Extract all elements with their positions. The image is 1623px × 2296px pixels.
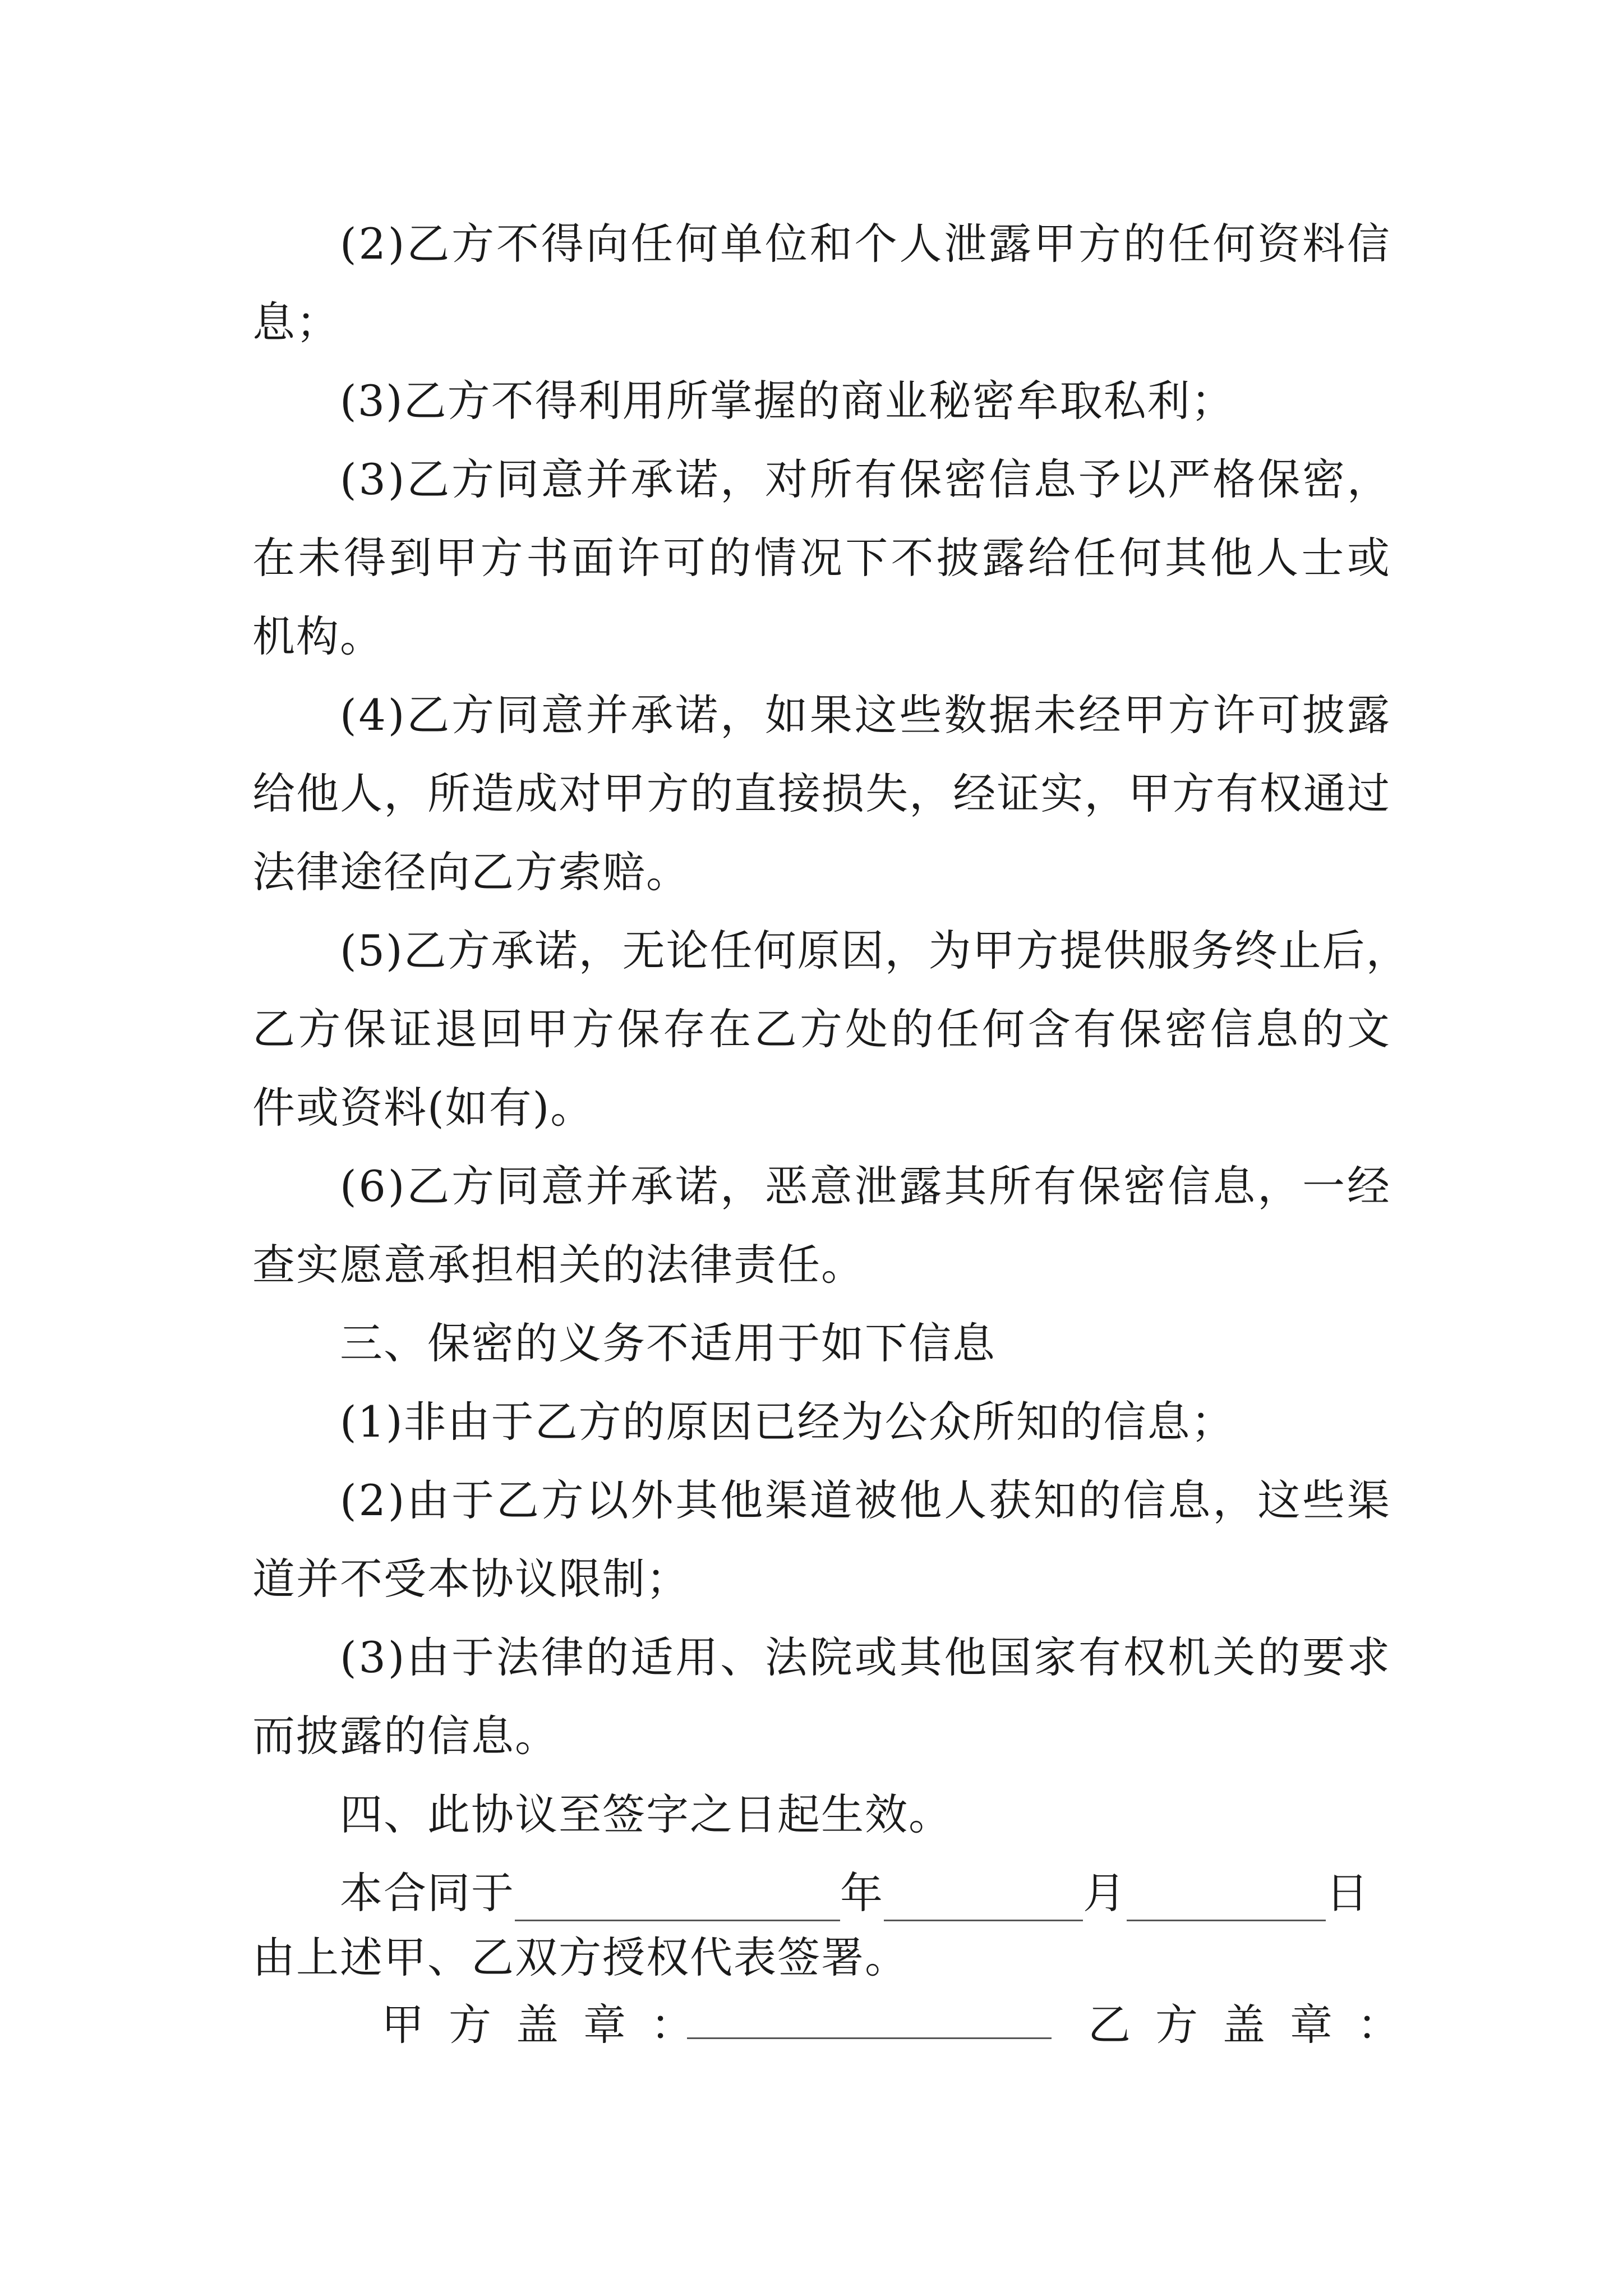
year-label: 年 — [840, 1868, 884, 1918]
text-line: 乙 方 保 证 退 回 甲 方 保 存 在 乙 方 处 的 任 何 含 有 保 密 信 息 的 文 — [252, 1004, 1391, 1054]
text-line: 息； — [252, 297, 340, 347]
text-line: 查实愿意承担相关的法律责任。 — [252, 1240, 865, 1290]
year-blank[interactable] — [515, 1879, 840, 1921]
text-line: ( 5 ) 乙 方 承 诺 ， 无 论 任 何 原 因 ， 为 甲 方 提 供 服 务 终 止 后 ， — [340, 926, 1410, 976]
party-a-stamp-blank[interactable] — [687, 1997, 1052, 2039]
text-line: ( 3 ) 乙 方 同 意 并 承 诺 ， 对 所 有 保 密 信 息 予 以 严 格 保 密 ， — [340, 454, 1391, 504]
text-line: (1)非由于乙方的原因已经为公众所知的信息； — [340, 1397, 1235, 1447]
day-label: 日 — [1326, 1868, 1370, 1918]
party-a-stamp-label: 甲方盖章： — [381, 2000, 718, 2050]
section-heading: 四、此协议至签字之日起生效。 — [340, 1789, 952, 1839]
text-line: 给 他 人 ， 所 造 成 对 甲 方 的 直 接 损 失 ， 经 证 实 ， 甲 方 有 权 通 过 — [252, 769, 1391, 818]
month-blank[interactable] — [884, 1879, 1083, 1921]
party-b-stamp-label: 乙方盖章： — [1088, 2000, 1424, 2050]
text-line: ( 6 ) 乙 方 同 意 并 承 诺 ， 恶 意 泄 露 其 所 有 保 密 信 息 ， 一 经 — [340, 1161, 1391, 1211]
text-line: 而披露的信息。 — [252, 1711, 559, 1761]
text-line: ( 2 ) 乙 方 不 得 向 任 何 单 位 和 个 人 泄 露 甲 方 的 任 何 资 料 信 — [340, 219, 1391, 269]
text-line: ( 3 ) 由 于 法 律 的 适 用 、 法 院 或 其 他 国 家 有 权 机 关 的 要 求 — [340, 1632, 1391, 1682]
date-prefix: 本合同于 — [340, 1868, 515, 1918]
text-line: ( 2 ) 由 于 乙 方 以 外 其 他 渠 道 被 他 人 获 知 的 信 息 ， 这 些 渠 — [340, 1475, 1391, 1525]
text-line: 件或资料(如有)。 — [252, 1083, 594, 1133]
day-blank[interactable] — [1127, 1879, 1326, 1921]
text-line: (3)乙方不得利用所掌握的商业秘密牟取私利； — [340, 376, 1235, 426]
text-line: 道并不受本协议限制； — [252, 1554, 690, 1604]
text-line: 法律途径向乙方索赔。 — [252, 847, 690, 897]
section-heading: 三、保密的义务不适用于如下信息 — [340, 1318, 996, 1368]
text-line: 机构。 — [252, 611, 384, 661]
signature-row — [381, 1997, 1424, 2053]
text-line: 由上述甲、乙双方授权代表签署。 — [252, 1932, 909, 1982]
text-line: ( 4 ) 乙 方 同 意 并 承 诺 ， 如 果 这 些 数 据 未 经 甲 方 许 可 披 露 — [340, 690, 1391, 740]
text-line: 在 未 得 到 甲 方 书 面 许 可 的 情 况 下 不 披 露 给 任 何 其 他 人 士 或 — [252, 533, 1391, 583]
month-label: 月 — [1083, 1868, 1127, 1918]
date-line — [340, 1865, 1391, 1921]
